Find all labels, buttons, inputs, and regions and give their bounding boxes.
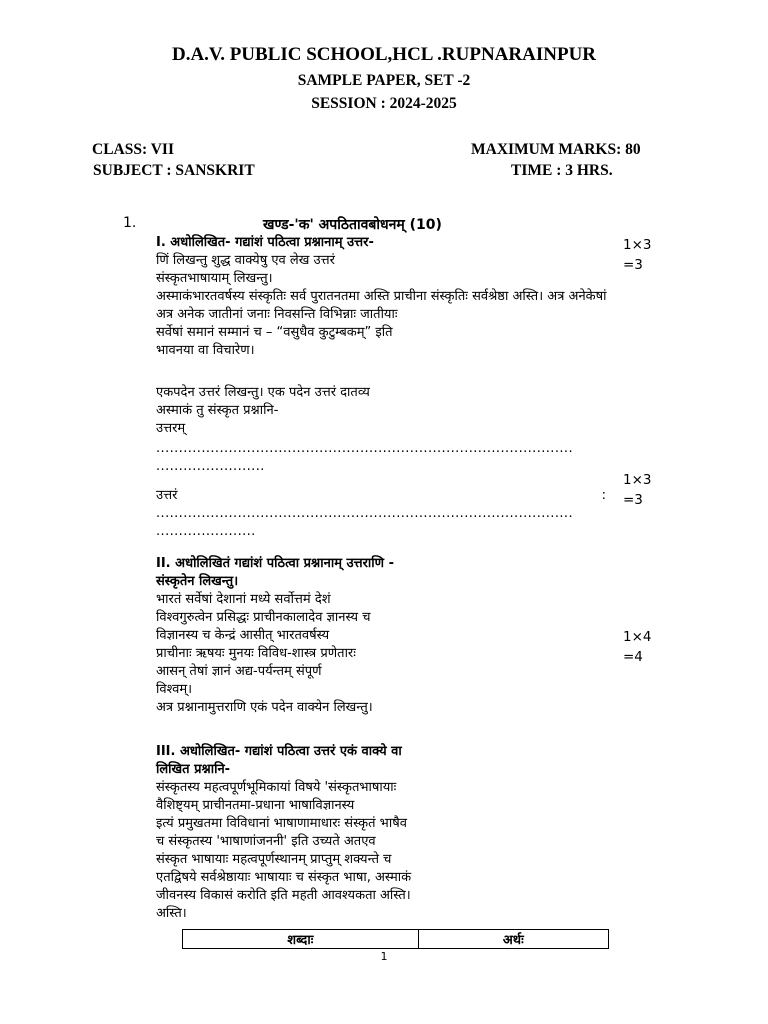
- marks-formula: 1×4: [623, 629, 652, 645]
- part2-title: II. अधोलिखितं गद्यांशं पठित्वा प्रश्नानाम् उत्तराणि -: [156, 556, 394, 571]
- marks-total: =3: [623, 492, 643, 508]
- passage-line: सर्वेषां समानं सम्मानं च – “वसुधैव कुटुम्बकम्” इति: [156, 325, 393, 340]
- answer-blank-2[interactable]: ............................................................................................: [156, 506, 573, 521]
- dots-line: ......................: [156, 524, 256, 539]
- part1-title: I. अधोलिखित- गद्यांशं पठित्वा प्रश्नानाम् उत्तर-: [156, 235, 374, 250]
- part3-title: III. अधोलिखित- गद्यांशं पठित्वा उत्तरं एकं वाक्ये वा: [156, 744, 402, 759]
- answer-label: उत्तरम्: [156, 421, 186, 436]
- passage-line: वैशिष्ट्यम् प्राचीनतमा-प्रधाना भाषाविज्ञानस्य: [156, 798, 355, 813]
- marks-1: [623, 235, 652, 275]
- passage-line: संस्कृत भाषायाः महत्वपूर्णस्थानम् प्राप्तुम् शक्यन्ते च: [156, 852, 392, 867]
- marks-total: =3: [623, 257, 643, 273]
- table-header-row: [183, 930, 609, 949]
- table-header-cell: शब्दाः: [183, 930, 419, 949]
- passage-line: अस्माकंभारतवर्षस्य संस्कृतिः सर्व पुरातनतमा अस्ति प्राचीना संस्कृतिः सर्वश्रेष्ठा अस्ति। अत्र अनेकेषां: [156, 289, 607, 304]
- class-label: CLASS: VII: [92, 141, 174, 158]
- passage-line: भारतं सर्वेषां देशानां मध्ये सर्वोत्तमं देशं: [156, 592, 331, 607]
- passage-line: विश्वगुरुत्वेन प्रसिद्धः प्राचीनकालादेव ज्ञानस्य च: [156, 610, 371, 625]
- answer-blank-1[interactable]: [156, 440, 608, 476]
- passage-3: [156, 743, 608, 923]
- passage-line: जीवनस्य विकासं करोति इति महती आवश्यकता अस्ति।: [156, 888, 411, 903]
- marks-formula: 1×3: [623, 237, 652, 253]
- question-number: 1.: [123, 215, 137, 231]
- paper-title: SAMPLE PAPER, SET -2: [297, 72, 471, 89]
- passage-line: प्राचीनाः ऋषयः मुनयः विविध-शास्त्र प्रणेतारः: [156, 646, 356, 661]
- passage-line: संस्कृतभाषायाम् लिखन्तु।: [156, 271, 273, 286]
- passage-line: अस्ति।: [156, 906, 187, 921]
- passage-line: भावनया वा विचारेण।: [156, 343, 255, 358]
- passage-2: [156, 555, 608, 717]
- answer-label: उत्तरं: [156, 488, 178, 503]
- marks-formula: 1×3: [623, 472, 652, 488]
- question-line: अस्माकं तु संस्कृत प्रश्नानि-: [156, 403, 279, 418]
- passage-line: च संस्कृतस्य 'भाषाणांजननी' इति उच्यते अतएव: [156, 834, 376, 849]
- passage-line: इत्यं प्रमुखतमा विविधानां भाषाणामाधारः संस्कृतं भाषैव: [156, 816, 407, 831]
- passage-line: विश्वम्।: [156, 682, 193, 697]
- page-number: 1: [380, 950, 388, 963]
- marks-3: [623, 627, 652, 667]
- question-line: एकपदेन उत्तरं लिखन्तु। एक पदेन उत्तरं दातव्य: [156, 385, 370, 400]
- passage-line: संस्कृतस्य महत्वपूर्णभूमिकायां विषये 'संस्कृतभाषायाः: [156, 780, 397, 795]
- question-1a: [156, 384, 608, 438]
- passage-line: विज्ञानस्य च केन्द्रं आसीत् भारतवर्षस्य: [156, 628, 330, 643]
- school-name: D.A.V. PUBLIC SCHOOL,HCL .RUPNARAINPUR: [171, 44, 597, 65]
- marks-total: =4: [623, 649, 643, 665]
- passage-line: आसन् तेषां ज्ञानं अद्य-पर्यन्तम् संपूर्ण: [156, 664, 322, 679]
- passage-line: एतद्विषये सर्वश्रेष्ठायाः भाषायाः च संस्कृत भाषा, अस्माकं: [156, 870, 412, 885]
- dots-line: ........................: [156, 459, 265, 474]
- part3-title-cont: लिखित प्रश्नानि-: [156, 762, 231, 777]
- max-marks-label: MAXIMUM MARKS: 80: [471, 141, 641, 158]
- section-heading: खण्ड-'क' अपठितावबोधनम् (10): [263, 217, 442, 233]
- passage-line: अत्र प्रश्नानामुत्तराणि एकं पदेन वाक्येन लिखन्तु।: [156, 700, 373, 715]
- part2-title-cont: संस्कृतेन लिखन्तु।: [156, 574, 239, 589]
- passage-line: णिं लिखन्तु शुद्ध वाक्येषु एव लेख उत्तरं: [156, 253, 335, 268]
- session-label: SESSION : 2024-2025: [311, 95, 457, 112]
- marks-2: [623, 470, 652, 510]
- passage-1: [156, 234, 608, 360]
- word-meaning-table: [182, 929, 609, 949]
- question-1b: [156, 487, 608, 541]
- passage-line: अत्र अनेक जातीनां जनाः निवसन्ति विभिन्नाः जातीयाः: [156, 307, 398, 322]
- table-header-cell: अर्थः: [418, 930, 608, 949]
- dots-line: ............................................................................................: [156, 441, 573, 456]
- colon: :: [601, 488, 606, 503]
- time-label: TIME : 3 HRS.: [511, 162, 613, 179]
- subject-label: SUBJECT : SANSKRIT: [93, 162, 255, 179]
